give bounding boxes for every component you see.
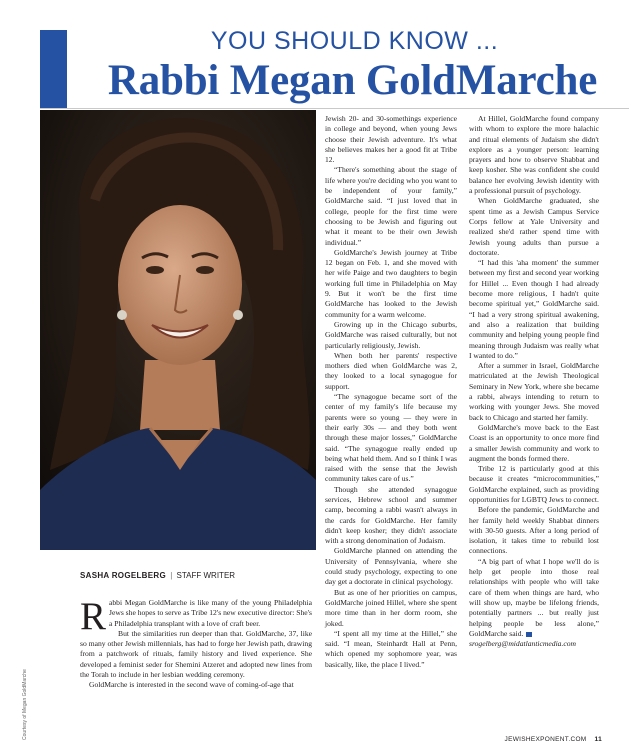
drop-cap: R: [80, 595, 107, 638]
page-number: 11: [594, 736, 602, 743]
article-paragraph: After a summer in Israel, GoldMarche matriculated at the Jewish Theological Seminary in New York, where she became a rabbi, always intending to return to working with younger Jews. She moved back to Chicago and started her family.: [469, 361, 599, 422]
accent-bar: [40, 30, 67, 109]
byline-separator: |: [170, 571, 173, 580]
page-title: Rabbi Megan GoldMarche: [107, 57, 598, 104]
article-paragraph: At Hillel, GoldMarche found company with whom to explore the more halachic and ritual elements of Judaism she didn't explore as a younger person: learning prayers and how to observe Shabbat and keep kosher. She was confident she could balance her evolving Jewish identity with a professional pursuit of psychology.: [469, 114, 599, 196]
photo-credit: Courtesy of Megan GoldMarche: [22, 669, 28, 740]
article-paragraph: But as one of her priorities on campus, GoldMarche joined Hillel, where she spent more time than in her dorm room, she joked.: [325, 587, 457, 628]
header-divider: [40, 108, 629, 109]
article-paragraph: Tribe 12 is particularly good at this because it creates “microcommunities,” GoldMarche explained, such as providing opportunities for LGBTQ Jews to connect.: [469, 464, 599, 504]
article-paragraph: Before the pandemic, GoldMarche and her family held weekly Shabbat dinners with 30-50 guests. After a long period of isolation, it takes time to rebuild lost connections.: [469, 505, 599, 556]
portrait-photo: [40, 110, 316, 550]
article-column-3: [469, 114, 599, 649]
article-paragraph: GoldMarche planned on attending the University of Pennsylvania, where she could study psychology, expecting to one day get a doctorate in clinical psychology.: [325, 546, 457, 587]
article-paragraph: But the similarities run deeper than that. GoldMarche, 37, like so many other Jewish millennials, has had to forge her Jewish path, drawing from a patchwork of rituals, family history and lived experience. She developed a feminist seder for Shemini Atzeret and adopted new lines from the Torah to include in her lesbian wedding ceremony.: [80, 628, 312, 680]
article-paragraph: “A big part of what I hope we'll do is help get people into those real relationships with people who will take care of them when things are hard, who will show up, maybe be lifelong friends, potentially partners ... but really just helping people be less alone,” GoldMarche said.: [469, 556, 599, 638]
article-paragraph: GoldMarche's move back to the East Coast is an opportunity to once more find a smaller Jewish community and work to augment the bonds formed there.: [469, 422, 599, 463]
article-paragraph: When GoldMarche graduated, she spent time as a Jewish Campus Service Corps fellow at Yale University and realized she'd rather spend time with Jewish young adults than pursue a doctorate.: [469, 196, 599, 257]
author-name: SASHA ROGELBERG: [80, 571, 166, 580]
page-footer: [505, 736, 602, 743]
article-paragraph: Though she attended synagogue services, Hebrew school and summer camp, becoming a rabbi wasn't always in the cards for GoldMarche. Her family didn't keep kosher; they didn't associate with a strong denomination of Judaism.: [325, 484, 457, 546]
article-paragraph: GoldMarche is interested in the second wave of coming-of-age that: [89, 680, 294, 690]
article-paragraph: “I had this 'aha moment' the summer between my first and second year working for Hillel ... Even though I had already become more religious, I hadn't quite become spiritual yet,” GoldMarche said. “I had a very strong spiritual awakening, and also a realization that building community and helping young people find meaning through Judaism was really what I wanted to do.”: [469, 258, 599, 360]
section-kicker: YOU SHOULD KNOW ...: [210, 27, 499, 55]
byline: [80, 571, 320, 580]
article-paragraph: Growing up in the Chicago suburbs, GoldMarche was raised culturally, but not particularly religiously, Jewish.: [325, 319, 457, 350]
article-paragraph: Rabbi Megan GoldMarche is like many of the young Philadelphia Jews she hopes to serve as Tribe 12's new executive director: She's a Philadelphia transplant with a love of craft beer.: [80, 595, 312, 638]
end-mark-icon: [526, 632, 532, 637]
article-column-2: [325, 114, 457, 670]
article-paragraph: “I spent all my time at the Hillel,” she said. “I mean, Steinhardt Hall at Penn, which opened my sophomore year, was basically, like, the place I lived.”: [325, 628, 457, 669]
article-paragraph: Jewish 20- and 30-somethings experience in college and beyond, when young Jews choose their Jewish adventure. It's what she believes makes her a good fit at Tribe 12.: [325, 114, 457, 165]
footer-site: JEWISHEXPONENT.COM: [504, 736, 587, 743]
article-paragraph: When both her parents' respective mothers died when GoldMarche was 2, they looked to a local synagogue for support.: [325, 350, 457, 391]
author-role: STAFF WRITER: [176, 571, 236, 580]
article-paragraph: “There's something about the stage of life where you're deciding who you want to be independent of your family,” GoldMarche said. “I just loved that in college, people for the first time were choosing to be Jewish and figuring out what it meant to be their own Jewish individual.”: [325, 165, 457, 247]
article-paragraph: GoldMarche's Jewish journey at Tribe 12 began on Feb. 1, and she moved with her wife Paige and two daughters to begin working full time in Philadelphia on May 9. But it won't be the first time GoldMarche has looked to the Jewish community for a warm welcome.: [325, 247, 457, 319]
article-column-1: [80, 595, 312, 691]
article-paragraph: “The synagogue became sort of the center of my family's life because my parents were so young — they were in their early 30s — and they both went through these major losses,” GoldMarche said. “The synagogue really ended up being what held them. And so I think I was raised with the sense that the Jewish community takes care of us.”: [325, 392, 457, 484]
author-email: srogelberg@midatlanticmedia.com: [469, 639, 577, 649]
